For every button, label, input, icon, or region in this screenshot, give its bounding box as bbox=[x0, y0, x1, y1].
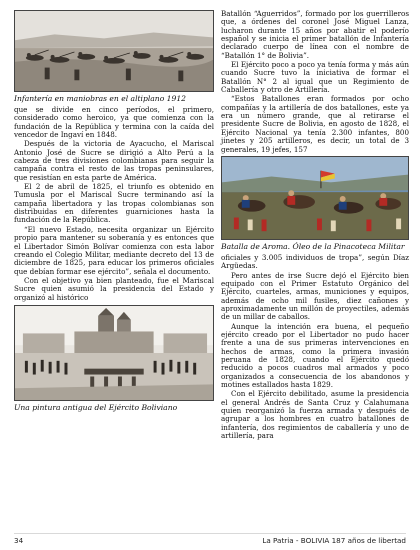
right-paragraph-3: “Estos Batallones eran formados por ocho compañías y la artillería de dos batallones, este ya era un número grande, que al retirarse el presidente Sucre de Bolivia, en agosto de 1828, el Ejército Nacional ya tenía 2.300 infantes, 800 jinetes y 205 artilleros, es decir, un total de 3 generales, 19 jefes, 157 bbox=[221, 94, 409, 154]
page-footer bbox=[14, 533, 406, 545]
page-number: 34 bbox=[14, 536, 24, 545]
photo-infantry-maneuvers bbox=[14, 10, 214, 92]
publication-name: La Patria - BOLIVIA 187 años de libertad bbox=[262, 536, 406, 545]
infantry-photo-image bbox=[15, 11, 213, 91]
battle-painting-image bbox=[222, 157, 408, 239]
right-paragraph-1: Batallón “Aguerridos”, formado por los guerrilleros que, a órdenes del coronel José Miguel Lanza, lucharon durante 15 años por abatir el poderío español y se inicia el primer batallón de Infantería declarado cuerpo de línea con el nombre de “Batallón 1° de Bolivia”. bbox=[221, 9, 409, 60]
photo2-caption: Una pintura antigua del Ejército Boliviano bbox=[14, 402, 178, 412]
right-paragraph-7: Con el Ejército debilitado, asume la presidencia el general Andrés de Santa Cruz y Calahumana quien reorganizó la fuerza armada y después de agrupar a los hombres en cuatro batallones de infantería, dos regimientos de caballería y uno de artillería, para bbox=[221, 389, 409, 441]
photo1-caption: Infantería en maniobras en el altiplano 1912 bbox=[14, 94, 187, 103]
left-column bbox=[14, 10, 214, 415]
right-paragraph-6: Aunque la intención era buena, el pequeño ejército creado por el Libertador no pudo hacer frente a una de sus primeras intervenciones en hechos de armas, como la primera invasión peruana de 1828, cuando el Ejército quedó reducido a pocos cuadros mal armados y poco organizados a consecuencia de los abandonos y motines estallados hasta 1829. bbox=[221, 321, 409, 389]
photo3-caption: Batalla de Aroma. Óleo de la Pinacoteca Militar bbox=[221, 241, 405, 251]
left-paragraph-1: que se divide en cinco períodos, el primero, considerado como heroico, ya que comienza con la fundación de la República y termina con la caída del vencedor de Ingaví en 1848. bbox=[14, 105, 214, 140]
left-paragraph-2: Después de la victoria de Ayacucho, el Mariscal Antonio José de Sucre se dirigió a Alto Perú a la cabeza de tres divisiones colombianas para seguir la campaña contra el resto de las tropas peninsulares, que resistían en esta parte de América. bbox=[14, 139, 214, 182]
left-paragraph-5: Con el objetivo ya bien planteado, fue el Mariscal Sucre quien asumió la presidencia del Estado y organizó al histórico bbox=[14, 275, 214, 302]
photo-old-painting bbox=[14, 305, 214, 401]
old-painting-image bbox=[15, 306, 213, 400]
photo-battle-of-aroma bbox=[221, 156, 409, 240]
right-paragraph-2: El Ejército poco a poco ya tenía forma y más aún cuando Sucre tuvo la iniciativa de formar el Batallón N° 2 al igual que un Regimiento de Caballería y otro de Artillería. bbox=[221, 60, 409, 95]
right-paragraph-4: oficiales y 3.005 individuos de tropa”, según Díaz Argüedas. bbox=[221, 252, 409, 271]
left-paragraph-3: El 2 de abril de 1825, el triunfo es obtenido en Tumusla por el Mariscal Sucre terminando así la campaña libertadora y las tropas colombianas son distribuidas en diferentes guarniciones hasta la fundación de la República. bbox=[14, 182, 214, 225]
right-paragraph-5: Pero antes de irse Sucre dejó el Ejército bien equipado con el Primer Estatuto Orgánico del Ejército, cuarteles, armas, municiones y equipos, además de ocho mil fusiles, diez cañones y aproximadamente un millón de proyectiles, además de un millar de caballos. bbox=[221, 270, 409, 322]
left-paragraph-4: “El nuevo Estado, necesita organizar un Ejército propio para mantener su soberanía y es entonces que el Libertador Simón Bolívar comienza con esta labor creando el Colegio Militar, mediante decreto del 13 de diciembre de 1825, para educar los primeros oficiales que debían formar ese ejército”, señala el documento. bbox=[14, 224, 214, 276]
right-column bbox=[221, 10, 409, 441]
